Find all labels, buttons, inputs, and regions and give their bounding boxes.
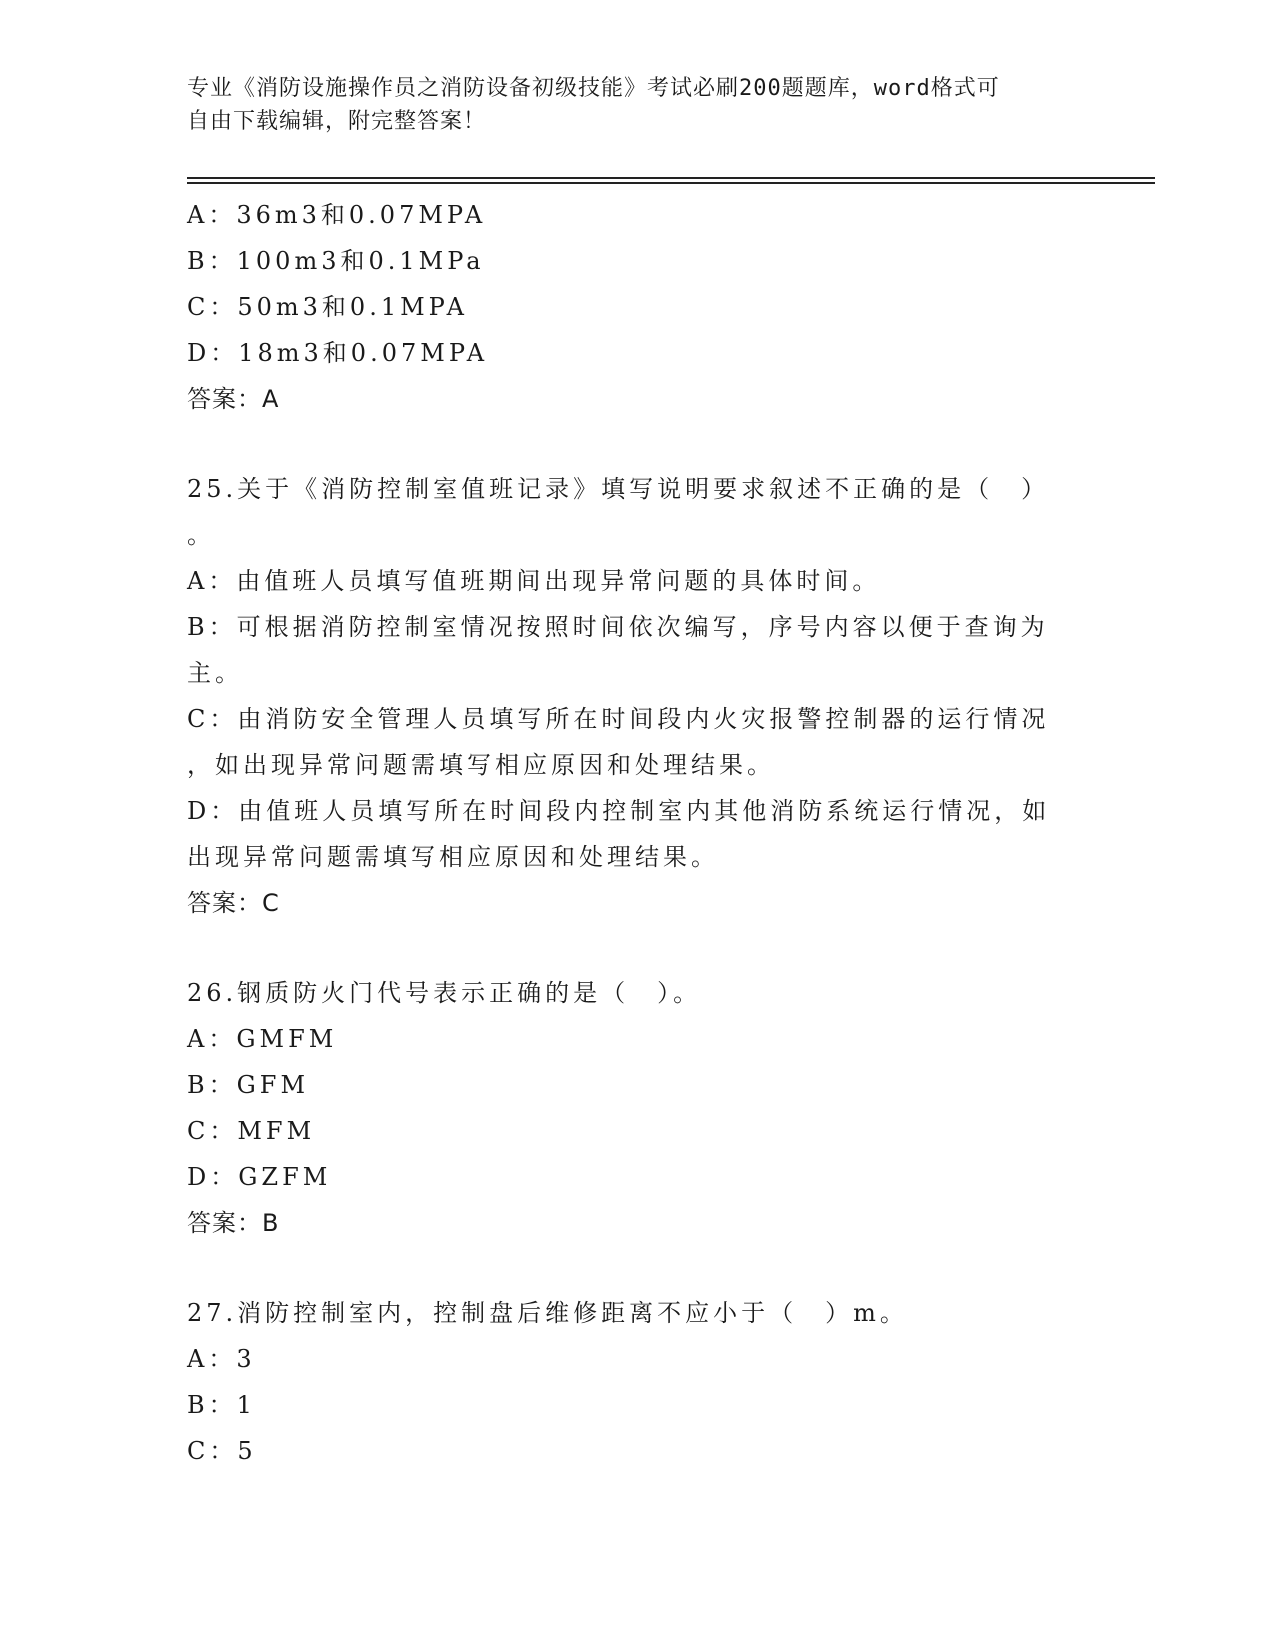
option-c: C：由消防安全管理人员填写所在时间段内火灾报警控制器的运行情况 bbox=[187, 705, 1050, 733]
option-b: B：可根据消防控制室情况按照时间依次编写，序号内容以便于查询为 bbox=[187, 613, 1049, 641]
option-c: C：5 bbox=[187, 1437, 257, 1465]
option-d: D：由值班人员填写所在时间段内控制室内其他消防系统运行情况，如 bbox=[187, 797, 1051, 825]
header-title-line-2: 自由下载编辑，附完整答案！ bbox=[187, 109, 487, 134]
header-divider-bottom bbox=[187, 182, 1155, 184]
option-b: B：1 bbox=[187, 1391, 256, 1419]
question-list bbox=[187, 192, 1087, 1474]
option-a: A：由值班人员填写值班期间出现异常问题的具体时间。 bbox=[187, 567, 881, 595]
question-24 bbox=[187, 192, 1087, 422]
question-27 bbox=[187, 1290, 1087, 1474]
option-a: A：GMFM bbox=[187, 1025, 338, 1053]
question-25 bbox=[187, 466, 1087, 926]
answer: 答案：A bbox=[187, 385, 280, 413]
option-b: B：GFM bbox=[187, 1071, 310, 1099]
question-stem: 27.消防控制室内，控制盘后维修距离不应小于（ ）m。 bbox=[187, 1299, 908, 1327]
option-d-continued: 出现异常问题需填写相应原因和处理结果。 bbox=[187, 843, 719, 871]
question-stem-continued: 。 bbox=[187, 521, 215, 549]
question-stem: 25.关于《消防控制室值班记录》填写说明要求叙述不正确的是（ ） bbox=[187, 475, 1050, 503]
answer: 答案：C bbox=[187, 889, 280, 917]
header-title-line-1: 专业《消防设施操作员之消防设备初级技能》考试必刷200题题库，word格式可 bbox=[187, 76, 1000, 101]
option-a: A：36m3和0.07MPA bbox=[187, 201, 487, 229]
option-c-continued: ，如出现异常问题需填写相应原因和处理结果。 bbox=[187, 751, 775, 779]
document-header bbox=[187, 72, 1067, 138]
option-c: C：50m3和0.1MPA bbox=[187, 293, 468, 321]
header-divider-top bbox=[187, 177, 1155, 179]
answer: 答案：B bbox=[187, 1209, 280, 1237]
option-c: C：MFM bbox=[187, 1117, 316, 1145]
option-a: A：3 bbox=[187, 1345, 256, 1373]
option-b-continued: 主。 bbox=[187, 659, 243, 687]
option-d: D：GZFM bbox=[187, 1163, 332, 1191]
option-d: D：18m3和0.07MPA bbox=[187, 339, 489, 367]
question-stem: 26.钢质防火门代号表示正确的是（ ）。 bbox=[187, 979, 702, 1007]
option-b: B：100m3和0.1MPa bbox=[187, 247, 485, 275]
question-26 bbox=[187, 970, 1087, 1246]
